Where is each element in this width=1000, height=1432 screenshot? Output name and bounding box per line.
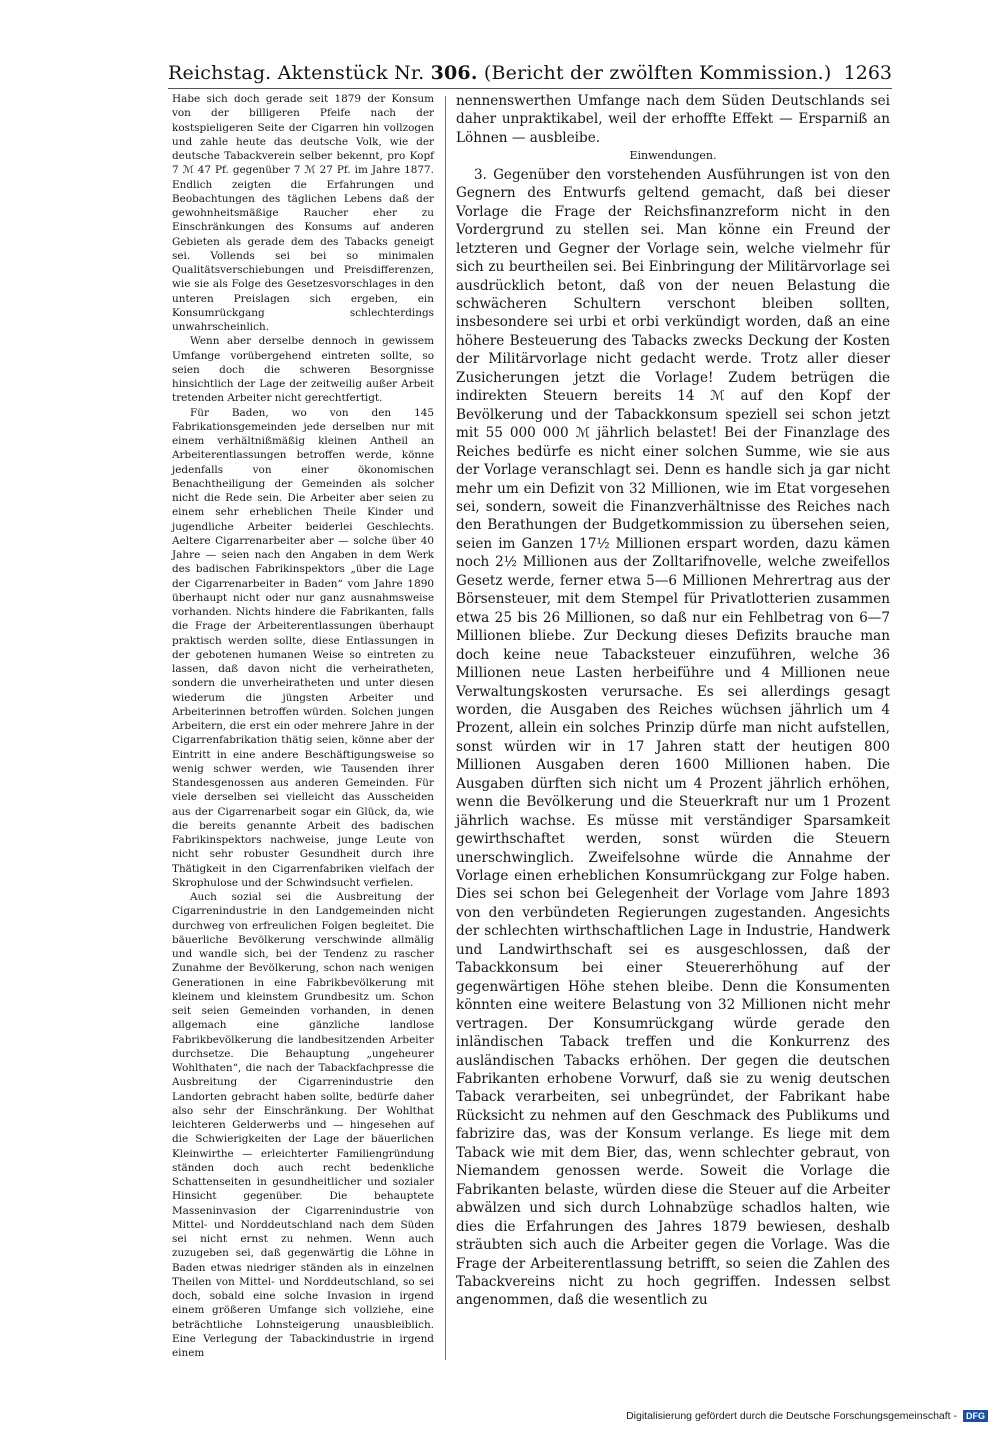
digitization-credit	[626, 1408, 988, 1424]
paragraph: Auch sozial sei die Ausbreitung der Cigarrenindustrie in den Landgemeinden nicht durchweg von erfreulichen Folgen begleitet. Die bäuerliche Bevölkerung verschwinde allmälig und wandle sich, bei der Tendenz zu rascher Zunahme der Bevölkerung, schon nach wenigen Generationen in eine Fabrikbevölkerung mit kleinem und kleinstem Grundbesitz um. Schon seit seien Gemeinden vorhanden, in denen allgemach eine gänzliche landlose Fabrikbevölkerung die landbesitzenden Arbeiter durchsetze. Die Behauptung „ungeheurer Wohlthaten“, die nach der Tabackfachpresse die Ausbreitung der Cigarrenindustrie den Landorten gebracht haben sollte, bedürfe daher also sehr der Einschränkung. Der Wohlthat leichteren Gelderwerbs und — hingesehen auf die Schwierigkeiten der Lage der bäuerlichen Kleinwirthe — erleichterter Familiengründung ständen doch auch recht bedenkliche Schattenseiten in gesundheitlicher und sozialer Hinsicht gegenüber. Die behauptete Masseninvasion der Cigarrenindustrie von Mittel- und Norddeutschland nach dem Süden sei nicht ernst zu nehmen. Wenn auch zuzugeben sei, daß gegenwärtig die Löhne in Baden etwas niedriger ständen als in einzelnen Theilen von Mittel- und Norddeutschland, so sei doch, sobald eine solche Invasion in irgend einem größeren Umfange sich vollziehe, eine beträchtliche Lohnsteigerung unausbleiblich. Eine Verlegung der Tabackindustrie in irgend einem	[172, 891, 434, 1359]
header-nr-label: Nr.	[394, 62, 425, 84]
right-column	[456, 92, 890, 1310]
header-aktenstueck: Aktenstück	[277, 62, 388, 84]
header-rule	[168, 88, 892, 89]
header-document-number: 306.	[430, 62, 478, 84]
header-reichstag: Reichstag.	[168, 62, 272, 84]
paragraph: Für Baden, wo von den 145 Fabrikationsgemeinden jede derselben nur mit einem verhältnißmäßig kleinen Antheil an Arbeiterentlassungen betroffen werde, könne jedenfalls von einer ökonomischen Benachtheiligung der Gemeinden als solcher nicht die Rede sein. Die Arbeiter aber seien zu einem sehr erheblichen Theile Kinder und jugendliche Arbeiter beiderlei Geschlechts. Aeltere Cigarrenarbeiter aber — solche über 40 Jahre — seien nach den Angaben in dem Werk des badischen Fabrikinspektors „über die Lage der Cigarrenarbeiter in Baden“ vom Jahre 1890 überhaupt nicht oder nur ganz ausnahmsweise vorhanden. Nichts hindere die Fabrikanten, falls die Frage der Arbeiterentlassungen überhaupt praktisch werden sollte, diese Entlassungen in der gebotenen humanen Weise so eintreten zu lassen, daß davon nicht die verheiratheten, sondern die unverheiratheten und unter diesen wiederum die jüngsten Arbeiter und Arbeiterinnen betroffen würden. Solchen jungen Arbeitern, die erst ein oder mehrere Jahre in der Cigarrenfabrikation thätig seien, könne aber der Eintritt in eine andere Beschäftigungsweise so wenig schwer werden, wie Tausenden ihrer Standesgenossen aus anderen Gemeinden. Für viele derselben sei vielleicht das Ausscheiden aus der Cigarrenarbeit sogar ein Glück, da, wie die bereits genannte Arbeit des badischen Fabrikinspektors nachweise, junge Leute von nicht sehr robuster Gesundheit durch ihre Thätigkeit in den Cigarrenfabriken vielfach der Skrophulose und der Schwindsucht verfielen.	[172, 406, 434, 889]
paragraph: Wenn aber derselbe dennoch in gewissem Umfange vorübergehend eintreten sollte, so seien doch die schweren Besorgnisse hinsichtlich der Lage der zeitweilig außer Arbeit tretenden Arbeiter nicht gerechtfertigt.	[172, 335, 434, 405]
credit-text: Digitalisierung gefördert durch die Deutsche Forschungsgemeinschaft -	[626, 1410, 957, 1422]
column-divider	[445, 96, 446, 1360]
paragraph: Habe sich doch gerade seit 1879 der Konsum von der billigeren Pfeife nach der kostspieligeren Seite der Cigarren hin vollzogen und zahle heute das deutsche Volk, wie der deutsche Tabackverein selber bekennt, pro Kopf 7 ℳ 47 Pf. gegenüber 7 ℳ 27 Pf. im Jahre 1877. Endlich zeigten die Erfahrungen und Beobachtungen des täglichen Lebens daß der gewohnheitsmäßige Raucher eher zu Einschränkungen des Konsums auf anderen Gebieten als gerade dem des Tabacks geneigt sei. Vollends sei bei so minimalen Qualitätsverschiebungen und Preisdifferenzen, wie sie als Folge des Gesetzesvorschlages in den unteren Preislagen sich ergeben, ein Konsumrückgang schlechterdings unwahrscheinlich.	[172, 93, 434, 333]
page-number: 1263	[843, 62, 892, 84]
paragraph: 3. Gegenüber den vorstehenden Ausführungen ist von den Gegnern des Entwurfs geltend gemacht, daß bei dieser Vorlage die Frage der Reichsfinanzreform nicht in den Vordergrund zu stellen sei. Man könne ein Freund der letzteren und Gegner der Vorlage sein, welche vielmehr für sich zu beurtheilen sei. Bei Einbringung der Militärvorlage sei ausdrücklich betont, daß von der neuen Belastung die schwächeren Schultern verschont bleiben sollten, insbesondere sei urbi et orbi verkündigt worden, daß an eine höhere Besteuerung des Tabacks zwecks Deckung der Kosten der Militärvorlage nicht gedacht werde. Trotz aller dieser Zusicherungen jetzt die Vorlage! Zudem betrügen die indirekten Steuern bereits 14 ℳ auf den Kopf der Bevölkerung und der Tabackkonsum speziell sei schon jetzt mit 55 000 000 ℳ jährlich belastet! Bei der Finanzlage des Reiches bedürfe es nicht einer solchen Summe, wie sie aus der Vorlage veranschlagt sei. Denn es handle sich ja gar nicht mehr um ein Defizit von 32 Millionen, wie im Etat vorgesehen sei, sondern, soweit die Finanzverhältnisse des Reiches nach den Berathungen der Budgetkommission zu übersehen seien, seien im Ganzen 17½ Millionen erspart worden, dazu kämen noch 2½ Millionen aus der Zolltarifnovelle, welche zweifellos Gesetz werde, ferner etwa 5—6 Millionen Mehrertrag aus der Börsensteuer, mit dem Stempel für Privatlotterien zusammen etwa 25 bis 26 Millionen, so daß nur ein Fehlbetrag von 6—7 Millionen bliebe. Zur Deckung dieses Defizits brauche man doch keine neue Tabacksteuer einzuführen, welche 36 Millionen neue Lasten herbeiführe und 4 Millionen neue Verwaltungskosten verursache. Es sei allerdings gesagt worden, die Ausgaben des Reiches wüchsen jährlich um 4 Prozent, allein ein solches Prinzip dürfe man nicht aufstellen, sonst würden wir in 17 Jahren statt der heutigen 800 Millionen Ausgaben deren 1600 Millionen haben. Die Ausgaben dürften sich nicht um 4 Prozent jährlich erhöhen, wenn die Bevölkerung und die Steuerkraft nur um 1 Prozent jährlich wachse. Es müsse mit verständiger Sparsamkeit gewirthschaftet werden, sonst würden die Steuern unerschwinglich. Zweifelsohne würde die Annahme der Vorlage einen erheblichen Konsumrückgang zur Folge haben. Dies sei schon bei Gelegenheit der Vorlage vom Jahre 1893 von den verbündeten Regierungen zugestanden. Angesichts der schlechten wirthschaftlichen Lage in Industrie, Handwerk und Landwirthschaft sei es ausgeschlossen, daß der Tabackkonsum bei einer Steuererhöhung auf der gegenwärtigen Höhe stehen bleibe. Denn die Konsumenten könnten eine weitere Belastung von 32 Millionen nicht mehr vertragen. Der Konsumrückgang würde gerade den inländischen Taback treffen und die Konkurrenz des ausländischen Tabacks erhöhen. Der gegen die deutschen Fabrikanten erhobene Vorwurf, daß sie zu wenig deutschen Taback verarbeiten, sei unbegründet, der Fabrikant habe Rücksicht zu nehmen auf den Geschmack des Publikums und fabrizire das, was der Konsum verlange. Es liege mit dem Taback wie mit dem Bier, das, wenn schlechter gebraut, von Niemandem genossen werde. Soweit die Vorlage die Fabrikanten belaste, würden diese die Steuer auf die Arbeiter abwälzen und sich durch Lohnabzüge schadlos halten, wie dies die Erfahrungen des Jahres 1879 bewiesen, deshalb sträubten sich auch die Arbeiter gegen die Vorlage. Was die Frage der Arbeiterentlassung betrifft, so seien die Zahlen des Tabackvereins nicht zu hoch gegriffen. Indessen selbst angenommen, daß die wesentlich zu	[456, 166, 890, 1309]
dfg-logo: DFG	[963, 1410, 988, 1422]
running-header	[168, 58, 892, 88]
left-column	[172, 92, 434, 1360]
header-subject: (Bericht der zwölften Kommission.)	[483, 62, 832, 84]
header-title	[168, 58, 831, 88]
paragraph: nennenswerthen Umfange nach dem Süden Deutschlands sei daher unpraktikabel, weil der erhoffte Effekt — Ersparniß an Löhnen — ausbleibe.	[456, 93, 890, 146]
section-subheading: Einwendungen.	[629, 149, 717, 163]
